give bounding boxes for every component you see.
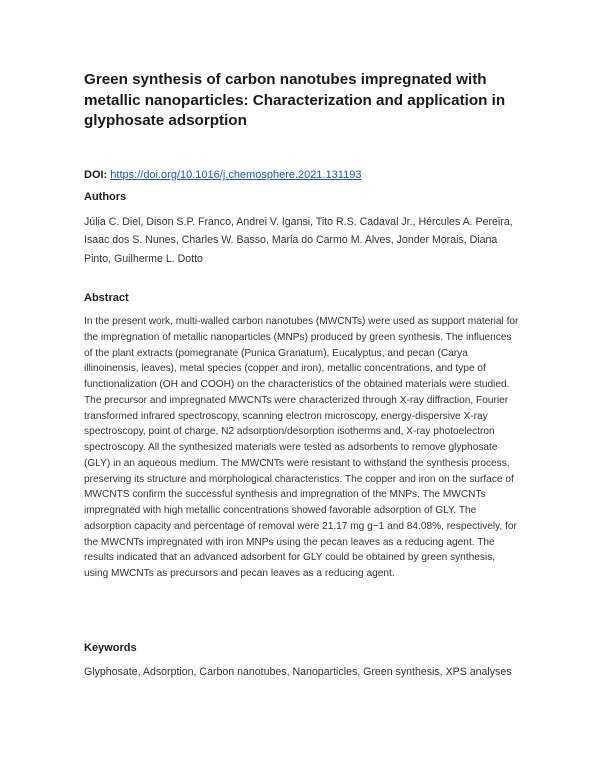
authors-list: Júlia C. Diel, Dison S.P. Franco, Andrei V. Igansi, Tito R.S. Cadaval Jr., Hércules A. Pereira, Isaac dos S. Nunes, Charles W. Basso, Maria do Carmo M. Alves, Jonder Morais, Diana Pinto, Guilherme L. Dotto [84,216,513,265]
doi-link[interactable]: https://doi.org/10.1016/j.chemosphere.2021.131193 [110,169,362,181]
paper-title: Green synthesis of carbon nanotubes impregnated with metallic nanoparticles: Characterization and application in glyphosate adsorption [84,71,506,129]
keywords-heading: Keywords [84,642,137,654]
authors-heading: Authors [84,191,127,203]
abstract-text: In the present work, multi-walled carbon nanotubes (MWCNTs) were used as support material for the impregnation of metallic nanoparticles (MNPs) produced by green synthesis. The influences of the plant extracts (pomegranate (Punica Granatum), Eucalyptus, and pecan (Carya illinoinensis, leaves), metal species (copper and iron), metallic concentrations, and type of functionalization (OH and COOH) on the characteristics of the obtained materials were studied. The precursor and impregnated MWCNTs were characterized through X-ray diffraction, Fourier transformed infrared spectroscopy, scanning electron microscopy, energy-dispersive X-ray spectroscopy, point of charge, N2 adsorption/desorption isotherms and, X-ray photoelectron spectroscopy. All the synthesized materials were tested as adsorbents to remove glyphosate (GLY) in an aqueous medium. The MWCNTs were resistant to withstand the synthesis process, preserving its structure and morphological characteristics. The copper and iron on the surface of MWCNTS confirm the successful synthesis and impregnation of the MNPs. The MWCNTs impregnated with high metallic concentrations showed favorable adsorption of GLY. The adsorption capacity and percentage of removal were 21.17 mg g−1 and 84.08%, respectively, for the MWCNTs impregnated with iron MNPs using the pecan leaves as a reducing agent. The results indicated that an advanced adsorbent for GLY could be obtained by green synthesis, using MWCNTs as precursors and pecan leaves as a reducing agent. [84,316,519,579]
keywords-list: Glyphosate, Adsorption, Carbon nanotubes, Nanoparticles, Green synthesis, XPS analyses [84,666,512,678]
doi-label: DOI: [84,169,108,181]
abstract-heading: Abstract [84,292,129,304]
doi-line [84,168,361,182]
